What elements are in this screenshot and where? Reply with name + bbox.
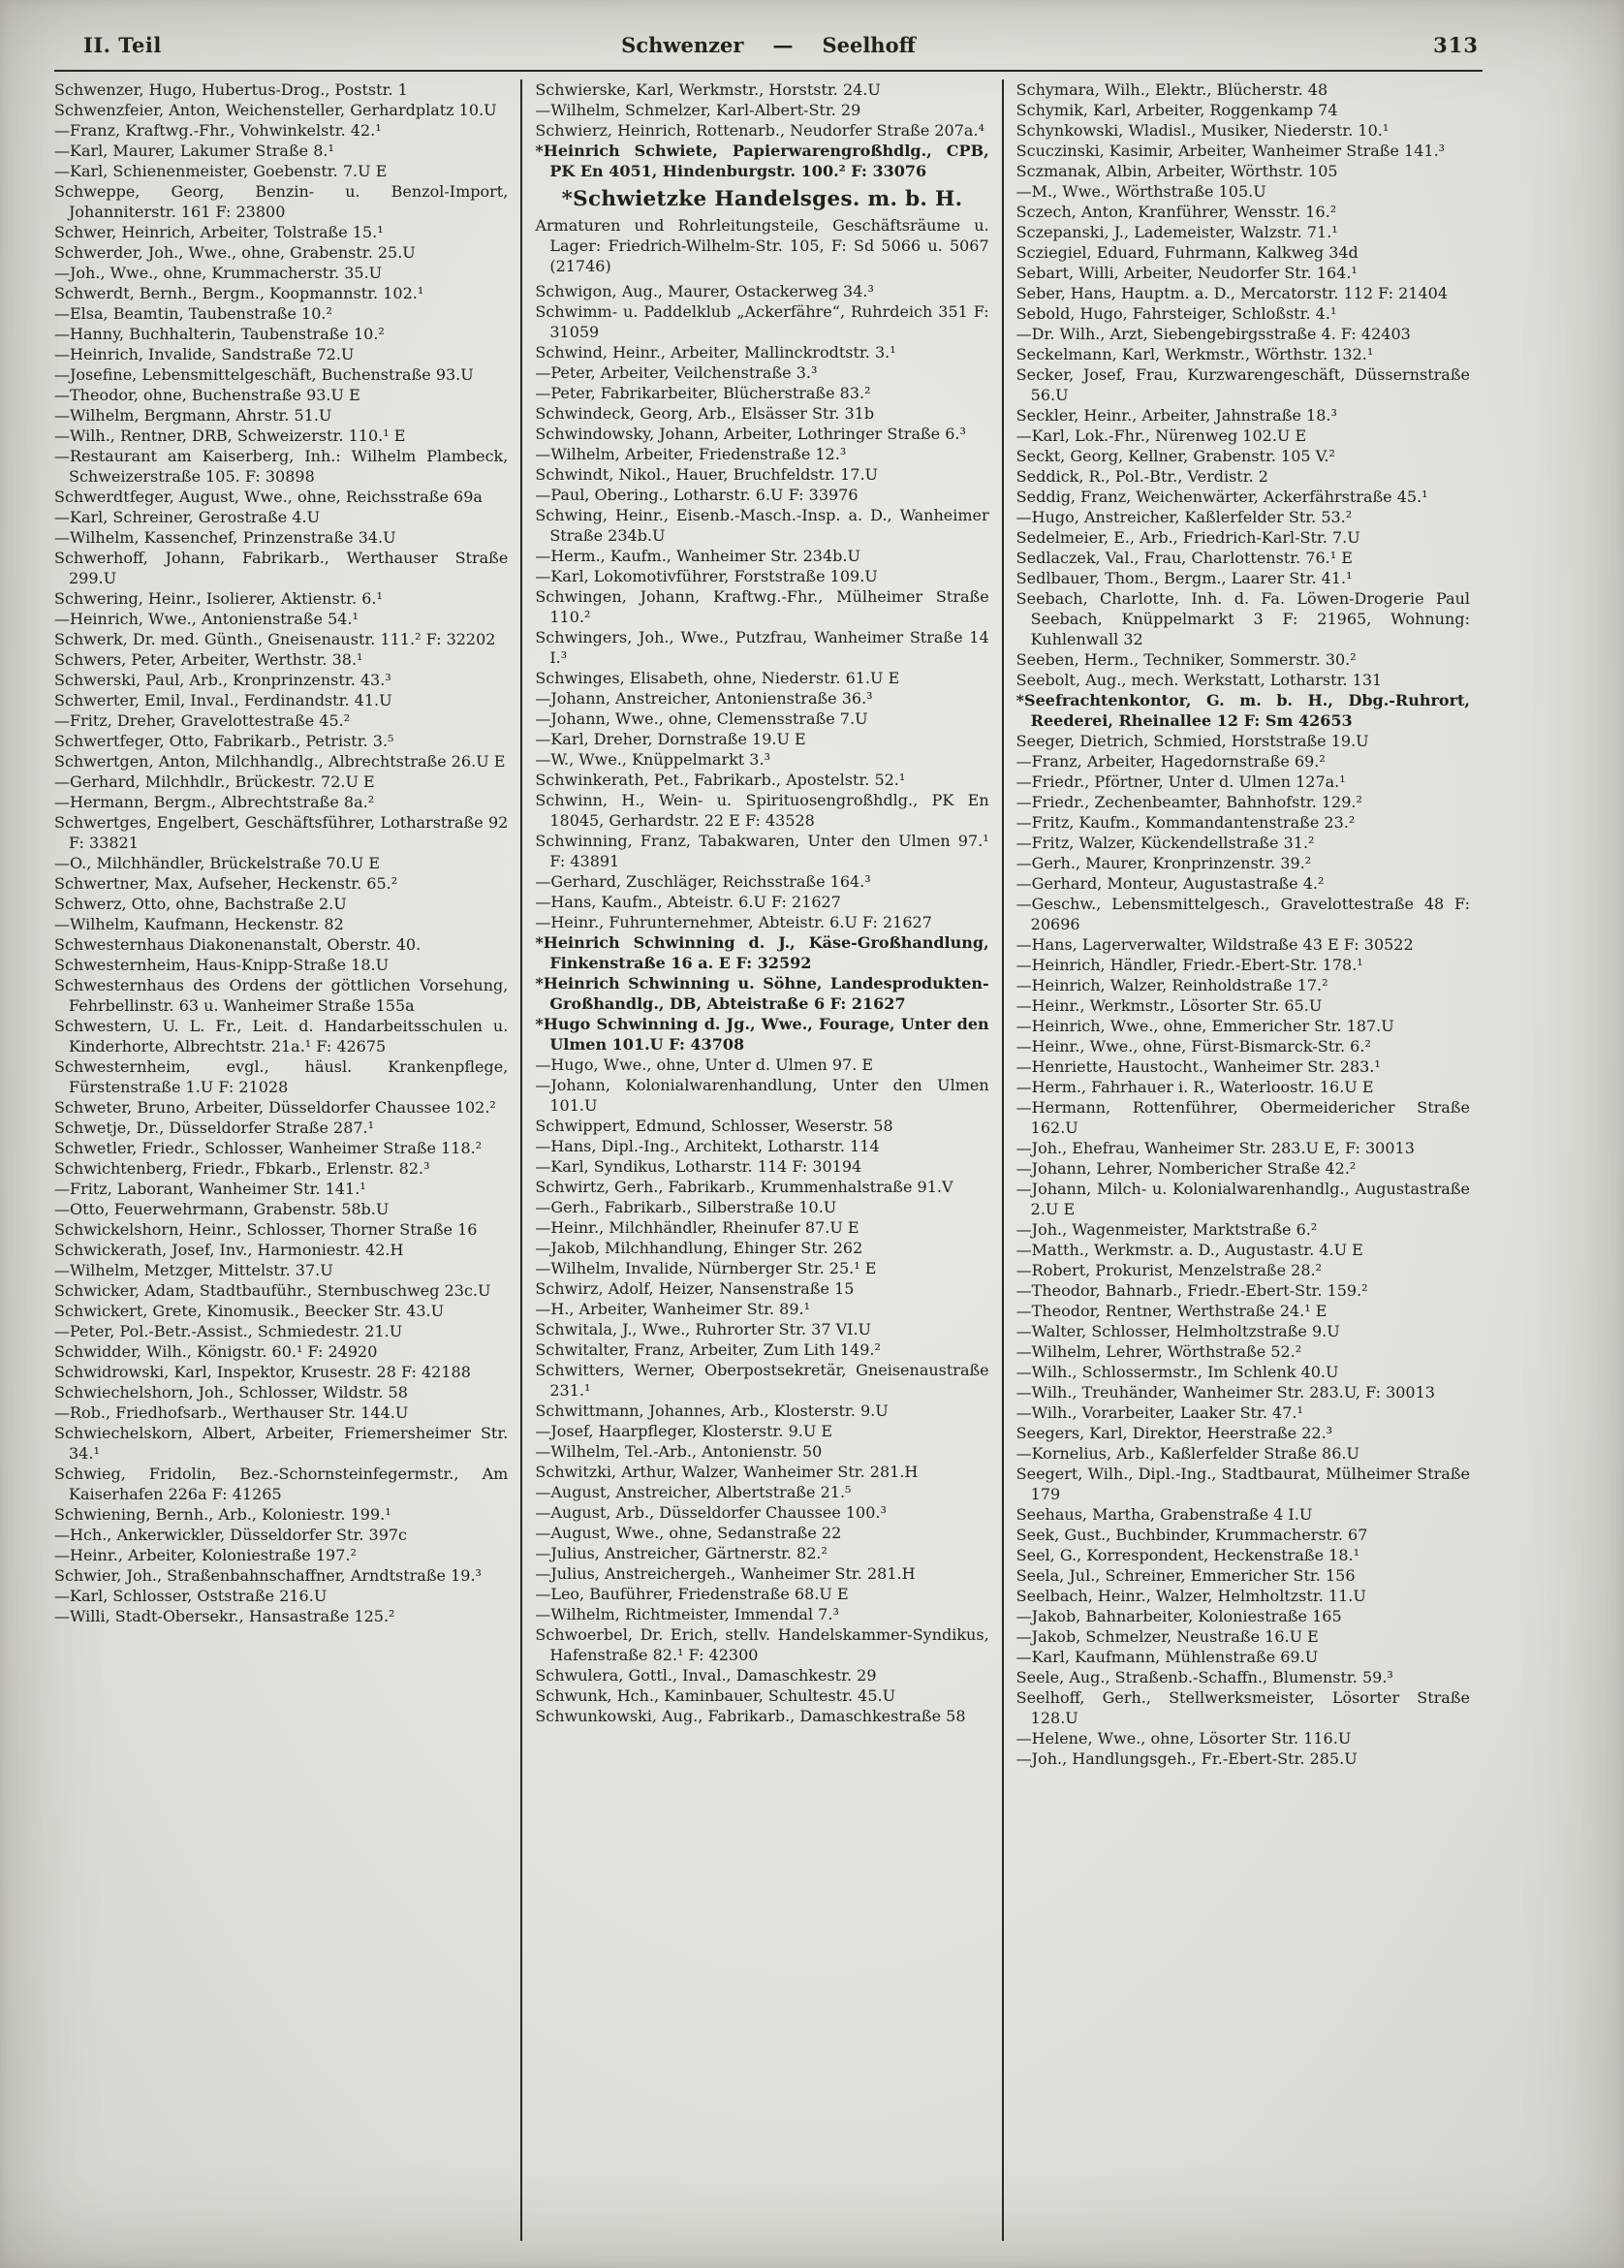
directory-entry: —Heinrich, Wwe., ohne, Emmericher Str. 187.U <box>1015 1017 1394 1035</box>
directory-entry: —Fritz, Laborant, Wanheimer Str. 141.¹ <box>54 1180 366 1198</box>
directory-entry: Schymik, Karl, Arbeiter, Roggenkamp 74 <box>1015 101 1338 119</box>
directory-entry: —Wilhelm, Lehrer, Wörthstraße 52.² <box>1015 1342 1302 1361</box>
directory-entry: —Wilhelm, Schmelzer, Karl-Albert-Str. 29 <box>535 101 861 119</box>
directory-entry: Sedlbauer, Thom., Bergm., Laarer Str. 41.¹ <box>1015 569 1353 587</box>
directory-entry: —Hugo, Wwe., ohne, Unter d. Ulmen 97. E <box>535 1055 874 1074</box>
directory-entry: Seddig, Franz, Weichenwärter, Ackerfährstraße 45.¹ <box>1015 488 1428 506</box>
directory-entry: Sedlaczek, Val., Frau, Charlottenstr. 76.¹ E <box>1015 549 1353 567</box>
directory-entry: —Leo, Bauführer, Friedenstraße 68.U E <box>535 1585 849 1603</box>
directory-entry: —Wilhelm, Tel.-Arb., Antonienstr. 50 <box>535 1442 823 1461</box>
directory-entry: Seelhoff, Gerh., Stellwerksmeister, Lösorter Straße 128.U <box>1015 1688 1470 1727</box>
directory-entry: Schwiechelshorn, Joh., Schlosser, Wildstr. 58 <box>54 1383 408 1402</box>
directory-entry: —Wilhelm, Kaufmann, Heckenstr. 82 <box>54 915 344 933</box>
directory-entry: Sczmanak, Albin, Arbeiter, Wörthstr. 105 <box>1015 162 1338 180</box>
directory-entry: Schwulera, Gottl., Inval., Damaschkestr. 29 <box>535 1666 877 1685</box>
directory-entry: —Heinr., Milchhändler, Rheinufer 87.U E <box>535 1218 859 1237</box>
directory-entry: —Johann, Anstreicher, Antonienstraße 36.³ <box>535 689 873 708</box>
directory-entry: —Herm., Kaufm., Wanheimer Str. 234b.U <box>535 547 860 565</box>
directory-entry: —Hch., Ankerwickler, Düsseldorfer Str. 397c <box>54 1526 408 1544</box>
directory-entry: Schwinn, H., Wein- u. Spirituosengroßhdlg., PK En 18045, Gerhardstr. 22 E F: 43528 <box>535 791 989 830</box>
directory-entry: —Theodor, Bahnarb., Friedr.-Ebert-Str. 159.² <box>1015 1281 1368 1300</box>
directory-entry: —Karl, Lokomotivführer, Forststraße 109.U <box>535 567 878 585</box>
directory-entry: —Hanny, Buchhalterin, Taubenstraße 10.² <box>54 325 385 343</box>
directory-entry: Schwesternhaus des Ordens der göttlichen Vorsehung, Fehrbellinstr. 63 u. Wanheimer Straße 155a <box>54 976 509 1015</box>
range-end: Seelhoff <box>822 33 916 57</box>
directory-entry: —Heinr., Fuhrunternehmer, Abteistr. 6.U F: 21627 <box>535 913 932 931</box>
directory-entry: Seebach, Charlotte, Inh. d. Fa. Löwen-Drogerie Paul Seebach, Knüppelmarkt 3 F: 21965, Wohnung: Kuhlenwall 32 <box>1015 589 1470 648</box>
directory-entry: Schwickelshorn, Heinr., Schlosser, Thorner Straße 16 <box>54 1220 478 1239</box>
directory-entry: Schwindowsky, Johann, Arbeiter, Lothringer Straße 6.³ <box>535 425 966 443</box>
directory-entry: —Wilhelm, Kassenchef, Prinzenstraße 34.U <box>54 528 396 547</box>
directory-entry: —Karl, Lok.-Fhr., Nürenweg 102.U E <box>1015 426 1307 445</box>
directory-entry: Schwindt, Nikol., Hauer, Bruchfeldstr. 17.U <box>535 465 879 484</box>
directory-entry: Seele, Aug., Straßenb.-Schaffn., Blumenstr. 59.³ <box>1015 1668 1393 1686</box>
directory-column-2 <box>520 79 1001 2241</box>
directory-entry: Scziegiel, Eduard, Fuhrmann, Kalkweg 34d <box>1015 243 1359 262</box>
directory-entry: —Paul, Obering., Lotharstr. 6.U F: 33976 <box>535 486 859 504</box>
directory-entry: *Heinrich Schwinning d. J., Käse-Großhandlung, Finkenstraße 16 a. E F: 32592 <box>535 933 989 972</box>
directory-entry: Schwenzfeier, Anton, Weichensteller, Gerhardplatz 10.U <box>54 101 497 119</box>
directory-entry: Seeben, Herm., Techniker, Sommerstr. 30.² <box>1015 650 1357 669</box>
directory-entry: Schwitzki, Arthur, Walzer, Wanheimer Str. 281.H <box>535 1463 919 1481</box>
directory-entry: Schwier, Joh., Straßenbahnschaffner, Arndtstraße 19.³ <box>54 1566 482 1585</box>
directory-entry: —Gerh., Maurer, Kronprinzenstr. 39.² <box>1015 854 1312 872</box>
directory-entry: —Hans, Dipl.-Ing., Architekt, Lotharstr. 114 <box>535 1137 880 1155</box>
directory-entry: Schwittmann, Johannes, Arb., Klosterstr. 9.U <box>535 1402 889 1420</box>
section-label: II. Teil <box>83 33 162 57</box>
directory-entry: —Hermann, Rottenführer, Obermeidericher Straße 162.U <box>1015 1098 1470 1137</box>
directory-entry: —Josef, Haarpfleger, Klosterstr. 9.U E <box>535 1422 833 1440</box>
directory-entry: Sedelmeier, E., Arb., Friedrich-Karl-Str. 7.U <box>1015 528 1360 547</box>
directory-entry: Schwestern, U. L. Fr., Leit. d. Handarbeitsschulen u. Kinderhorte, Albrechtstr. 21a.¹ F: 42675 <box>54 1017 509 1055</box>
directory-entry: —Franz, Kraftwg.-Fhr., Vohwinkelstr. 42.¹ <box>54 121 382 140</box>
directory-entry: Schwindeck, Georg, Arb., Elsässer Str. 31b <box>535 404 875 423</box>
directory-entry: —Rob., Friedhofsarb., Werthauser Str. 144.U <box>54 1403 409 1422</box>
directory-entry: —August, Arb., Düsseldorfer Chaussee 100.³ <box>535 1503 887 1522</box>
directory-entry: —Heinrich, Walzer, Reinholdstraße 17.² <box>1015 976 1328 994</box>
directory-entry: Schwinges, Elisabeth, ohne, Niederstr. 61.U E <box>535 669 900 687</box>
directory-entry: —Karl, Syndikus, Lotharstr. 114 F: 30194 <box>535 1157 862 1176</box>
directory-entry: —Theodor, Rentner, Werthstraße 24.¹ E <box>1015 1302 1327 1320</box>
directory-entry: Schwieg, Fridolin, Bez.-Schornsteinfegermstr., Am Kaiserhafen 226a F: 41265 <box>54 1465 509 1503</box>
directory-entry: Schwiechelskorn, Albert, Arbeiter, Friemersheimer Str. 34.¹ <box>54 1424 509 1463</box>
directory-entry: —Wilh., Vorarbeiter, Laaker Str. 47.¹ <box>1015 1403 1303 1422</box>
directory-entry: Seddick, R., Pol.-Btr., Verdistr. 2 <box>1015 467 1268 486</box>
directory-entry: Schwers, Peter, Arbeiter, Werthstr. 38.¹ <box>54 650 363 669</box>
directory-entry: —Karl, Schreiner, Gerostraße 4.U <box>54 508 321 526</box>
directory-entry: —Joh., Wagenmeister, Marktstraße 6.² <box>1015 1220 1318 1239</box>
directory-entry: —Henriette, Haustocht., Wanheimer Str. 283.¹ <box>1015 1057 1381 1076</box>
directory-entry: Schwoerbel, Dr. Erich, stellv. Handelskammer-Syndikus, Hafenstraße 82.¹ F: 42300 <box>535 1625 989 1664</box>
directory-entry: Schwinning, Franz, Tabakwaren, Unter den Ulmen 97.¹ F: 43891 <box>535 832 989 870</box>
directory-entry: Schwitala, J., Wwe., Ruhrorter Str. 37 VI.U <box>535 1320 872 1339</box>
directory-entry: Schwunkowski, Aug., Fabrikarb., Damaschkestraße 58 <box>535 1707 966 1725</box>
directory-entry: —Willi, Stadt-Obersekr., Hansastraße 125.² <box>54 1607 395 1625</box>
directory-entry: —Heinr., Werkmstr., Lösorter Str. 65.U <box>1015 996 1323 1015</box>
directory-entry: Seelbach, Heinr., Walzer, Helmholtzstr. 11.U <box>1015 1587 1366 1605</box>
directory-entry: —Karl, Kaufmann, Mühlenstraße 69.U <box>1015 1648 1319 1666</box>
directory-entry: Seegert, Wilh., Dipl.-Ing., Stadtbaurat, Mülheimer Straße 179 <box>1015 1465 1470 1503</box>
directory-entry: —Karl, Maurer, Lakumer Straße 8.¹ <box>54 142 334 160</box>
directory-entry: —Dr. Wilh., Arzt, Siebengebirgsstraße 4. F: 42403 <box>1015 325 1411 343</box>
directory-entry: Schwierske, Karl, Werkmstr., Horststr. 24.U <box>535 80 881 99</box>
directory-entry: Schwer, Heinrich, Arbeiter, Tolstraße 15.¹ <box>54 223 384 241</box>
directory-entry: Schwinkerath, Pet., Fabrikarb., Apostelstr. 52.¹ <box>535 771 906 789</box>
directory-entry: Schwerski, Paul, Arb., Kronprinzenstr. 43.³ <box>54 671 391 689</box>
directory-entry: —Helene, Wwe., ohne, Lösorter Str. 116.U <box>1015 1729 1352 1748</box>
directory-entry: —Restaurant am Kaiserberg, Inh.: Wilhelm Plambeck, Schweizerstraße 105. F: 30898 <box>54 447 509 486</box>
directory-entry: —Geschw., Lebensmittelgesch., Gravelottestraße 48 F: 20696 <box>1015 895 1470 933</box>
directory-entry: Schwingen, Johann, Kraftwg.-Fhr., Mülheimer Straße 110.² <box>535 587 989 626</box>
directory-entry: *Seefrachtenkontor, G. m. b. H., Dbg.-Ruhrort, Reederei, Rheinallee 12 F: Sm 42653 <box>1015 691 1470 730</box>
directory-entry: Schwertges, Engelbert, Geschäftsführer, Lotharstraße 92 F: 33821 <box>54 813 509 852</box>
company-ad-title: *Schwietzke Handelsges. m. b. H. <box>561 187 963 211</box>
directory-entry: —Johann, Lehrer, Nombericher Straße 42.² <box>1015 1159 1357 1178</box>
company-ad-body: Armaturen und Rohrleitungsteile, Geschäftsräume u. Lager: Friedrich-Wilhelm-Str. 105, F: Sd 5066 u. 5067 (21746) <box>535 216 989 275</box>
directory-entry: Sebold, Hugo, Fahrsteiger, Schloßstr. 4.¹ <box>1015 304 1337 323</box>
directory-entry: Schwerhoff, Johann, Fabrikarb., Werthauser Straße 299.U <box>54 549 509 587</box>
range-dash: — <box>772 33 794 57</box>
directory-entry: —Peter, Arbeiter, Veilchenstraße 3.³ <box>535 363 818 382</box>
directory-entry: Seckelmann, Karl, Werkmstr., Wörthstr. 132.¹ <box>1015 345 1374 363</box>
directory-entry: Seek, Gust., Buchbinder, Krummacherstr. 67 <box>1015 1526 1368 1544</box>
directory-entry: —Jakob, Bahnarbeiter, Koloniestraße 165 <box>1015 1607 1342 1625</box>
directory-entry: —Fritz, Kaufm., Kommandantenstraße 23.² <box>1015 813 1356 832</box>
directory-entry: —Gerh., Fabrikarb., Silberstraße 10.U <box>535 1198 837 1216</box>
directory-entry: —Julius, Anstreicher, Gärtnerstr. 82.² <box>535 1544 828 1562</box>
directory-entry: —Wilhelm, Invalide, Nürnberger Str. 25.¹ E <box>535 1259 877 1277</box>
directory-entry: Seckt, Georg, Kellner, Grabenstr. 105 V.² <box>1015 447 1335 465</box>
directory-entry: Schweppe, Georg, Benzin- u. Benzol-Import, Johanniterstr. 161 F: 23800 <box>54 182 509 221</box>
directory-entry: —Gerhard, Zuschläger, Reichsstraße 164.³ <box>535 872 871 891</box>
directory-entry: Seebolt, Aug., mech. Werkstatt, Lotharstr. 131 <box>1015 671 1383 689</box>
directory-entry: Schwirtz, Gerh., Fabrikarb., Krummenhalstraße 91.V <box>535 1178 953 1196</box>
directory-entry: —Wilh., Rentner, DRB, Schweizerstr. 110.¹ E <box>54 426 406 445</box>
directory-entry: —Johann, Milch- u. Kolonialwarenhandlg., Augustastraße 2.U E <box>1015 1180 1470 1218</box>
directory-entry: —Karl, Schienenmeister, Goebenstr. 7.U E <box>54 162 388 180</box>
directory-entry: —Wilh., Schlossermstr., Im Schlenk 40.U <box>1015 1363 1339 1381</box>
directory-entry: —Friedr., Zechenbeamter, Bahnhofstr. 129.² <box>1015 793 1362 811</box>
directory-entry: Schwitters, Werner, Oberpostsekretär, Gneisenaustraße 231.¹ <box>535 1361 989 1400</box>
directory-entry: Sczepanski, J., Lademeister, Walzstr. 71.¹ <box>1015 223 1338 241</box>
directory-column-3 <box>1002 79 1483 2241</box>
directory-entry: Seeger, Dietrich, Schmied, Horststraße 19.U <box>1015 732 1369 750</box>
directory-entry: —Walter, Schlosser, Helmholtzstraße 9.U <box>1015 1322 1340 1340</box>
directory-entry: Schwigon, Aug., Maurer, Ostackerweg 34.³ <box>535 282 874 300</box>
directory-entry: —Karl, Schlosser, Oststraße 216.U <box>54 1587 328 1605</box>
directory-entry: Seehaus, Martha, Grabenstraße 4 I.U <box>1015 1505 1313 1524</box>
directory-entry: —Gerhard, Monteur, Augustastraße 4.² <box>1015 874 1325 893</box>
directory-entry: Schwichtenberg, Friedr., Fbkarb., Erlenstr. 82.³ <box>54 1159 430 1178</box>
directory-entry: Schwickert, Grete, Kinomusik., Beecker Str. 43.U <box>54 1302 445 1320</box>
directory-entry: Schwirz, Adolf, Heizer, Nansenstraße 15 <box>535 1279 855 1298</box>
directory-entry: Secker, Josef, Frau, Kurzwarengeschäft, Düssernstraße 56.U <box>1015 365 1470 404</box>
directory-entry: Schwerz, Otto, ohne, Bachstraße 2.U <box>54 895 347 913</box>
directory-entry: —Karl, Dreher, Dornstraße 19.U E <box>535 730 806 748</box>
directory-entry: Schwertner, Max, Aufseher, Heckenstr. 65.² <box>54 874 398 893</box>
company-ad-block <box>535 186 988 276</box>
directory-entry: —Otto, Feuerwehrmann, Grabenstr. 58b.U <box>54 1200 390 1218</box>
directory-entry: Schwind, Heinr., Arbeiter, Mallinckrodtstr. 3.¹ <box>535 343 896 362</box>
directory-entry: —Joh., Handlungsgeh., Fr.-Ebert-Str. 285.U <box>1015 1749 1358 1768</box>
directory-entry: —Johann, Kolonialwarenhandlung, Unter den Ulmen 101.U <box>535 1076 989 1115</box>
directory-entry: Schwidder, Wilh., Königstr. 60.¹ F: 24920 <box>54 1342 378 1361</box>
directory-entry: Schwunk, Hch., Kaminbauer, Schultestr. 45.U <box>535 1686 896 1705</box>
directory-entry: —W., Wwe., Knüppelmarkt 3.³ <box>535 750 770 769</box>
directory-entry: Schwerder, Joh., Wwe., ohne, Grabenstr. 25.U <box>54 243 416 262</box>
directory-entry: —Wilhelm, Bergmann, Ahrstr. 51.U <box>54 406 332 425</box>
page-number: 313 <box>1433 33 1479 57</box>
directory-entry: Schwenzer, Hugo, Hubertus-Drog., Poststr. 1 <box>54 80 408 99</box>
directory-entry: —Theodor, ohne, Buchenstraße 93.U E <box>54 386 360 404</box>
directory-entry: —Friedr., Pförtner, Unter d. Ulmen 127a.¹ <box>1015 772 1346 791</box>
directory-entry: Schwimm- u. Paddelklub „Ackerfähre“, Ruhrdeich 351 F: 31059 <box>535 302 989 341</box>
directory-entry: Schwiening, Bernh., Arb., Koloniestr. 199.¹ <box>54 1505 391 1524</box>
directory-entry: —H., Arbeiter, Wanheimer Str. 89.¹ <box>535 1300 811 1318</box>
directory-entry: —August, Wwe., ohne, Sedanstraße 22 <box>535 1524 842 1542</box>
directory-entry: Schwicker, Adam, Stadtbauführ., Sternbuschweg 23c.U <box>54 1281 491 1300</box>
directory-entry: Schwerdt, Bernh., Bergm., Koopmannstr. 102.¹ <box>54 284 424 302</box>
range-start: Schwenzer <box>621 33 744 57</box>
directory-entry: Schwering, Heinr., Isolierer, Aktienstr. 6.¹ <box>54 589 383 608</box>
directory-entry: Schwickerath, Josef, Inv., Harmoniestr. 42.H <box>54 1241 404 1259</box>
directory-entry: Schwertfeger, Otto, Fabrikarb., Petristr. 3.⁵ <box>54 732 394 750</box>
directory-entry: Schwing, Heinr., Eisenb.-Masch.-Insp. a. D., Wanheimer Straße 234b.U <box>535 506 989 545</box>
directory-entry: —Wilhelm, Richtmeister, Immendal 7.³ <box>535 1605 839 1623</box>
directory-entry: —Kornelius, Arb., Kaßlerfelder Straße 86.U <box>1015 1444 1359 1463</box>
directory-entry: —Josefine, Lebensmittelgeschäft, Buchenstraße 93.U <box>54 365 474 384</box>
directory-entry: —Johann, Wwe., ohne, Clemensstraße 7.U <box>535 709 868 728</box>
header-rule <box>54 70 1483 72</box>
directory-entry: —O., Milchhändler, Brückelstraße 70.U E <box>54 854 381 872</box>
directory-columns <box>54 79 1483 2241</box>
directory-entry: —Hans, Lagerverwalter, Wildstraße 43 E F: 30522 <box>1015 935 1414 954</box>
directory-entry: —Herm., Fahrhauer i. R., Waterloostr. 16.U E <box>1015 1078 1374 1096</box>
directory-entry: —Joh., Ehefrau, Wanheimer Str. 283.U E, F: 30013 <box>1015 1139 1415 1157</box>
page-header <box>54 25 1483 68</box>
directory-entry: Schwesternheim, evgl., häusl. Krankenpflege, Fürstenstraße 1.U F: 21028 <box>54 1057 509 1096</box>
directory-entry: Sczech, Anton, Kranführer, Wensstr. 16.² <box>1015 203 1337 221</box>
directory-entry: Schwerk, Dr. med. Günth., Gneisenaustr. 111.² F: 32202 <box>54 630 496 648</box>
directory-entry: —Heinrich, Wwe., Antonienstraße 54.¹ <box>54 610 359 628</box>
directory-entry: Schwetler, Friedr., Schlosser, Wanheimer Straße 118.² <box>54 1139 483 1157</box>
directory-entry: —Fritz, Dreher, Gravelottestraße 45.² <box>54 711 351 730</box>
directory-entry: —Hans, Kaufm., Abteistr. 6.U F: 21627 <box>535 893 841 911</box>
directory-entry: —Elsa, Beamtin, Taubenstraße 10.² <box>54 304 332 323</box>
directory-entry: Schwerdtfeger, August, Wwe., ohne, Reichsstraße 69a <box>54 488 483 506</box>
directory-entry: Seegers, Karl, Direktor, Heerstraße 22.³ <box>1015 1424 1333 1442</box>
directory-entry: *Heinrich Schwinning u. Söhne, Landesprodukten-Großhandlg., DB, Abteistraße 6 F: 21627 <box>535 974 989 1013</box>
directory-entry: Seckler, Heinr., Arbeiter, Jahnstraße 18.³ <box>1015 406 1337 425</box>
directory-entry: —Heinrich, Händler, Friedr.-Ebert-Str. 178.¹ <box>1015 956 1363 974</box>
directory-entry: —Hugo, Anstreicher, Kaßlerfelder Str. 53.² <box>1015 508 1353 526</box>
name-range <box>54 33 1483 57</box>
directory-entry: —Julius, Anstreichergeh., Wanheimer Str. 281.H <box>535 1564 916 1583</box>
directory-entry: Schwesternhaus Diakonenanstalt, Oberstr. 40. <box>54 935 422 954</box>
directory-entry: —Peter, Pol.-Betr.-Assist., Schmiedestr. 21.U <box>54 1322 403 1340</box>
directory-entry: Seber, Hans, Hauptm. a. D., Mercatorstr. 112 F: 21404 <box>1015 284 1449 302</box>
directory-entry: Schwerter, Emil, Inval., Ferdinandstr. 41.U <box>54 691 392 709</box>
directory-entry: —Jakob, Milchhandlung, Ehinger Str. 262 <box>535 1239 863 1257</box>
directory-entry: —Wilhelm, Metzger, Mittelstr. 37.U <box>54 1261 333 1279</box>
directory-entry: Schwesternheim, Haus-Knipp-Straße 18.U <box>54 956 390 974</box>
directory-entry: Schwidrowski, Karl, Inspektor, Krusestr. 28 F: 42188 <box>54 1363 471 1381</box>
directory-column-1 <box>54 79 520 2241</box>
directory-entry: Schymara, Wilh., Elektr., Blücherstr. 48 <box>1015 80 1328 99</box>
directory-entry: Sebart, Willi, Arbeiter, Neudorfer Str. 164.¹ <box>1015 264 1358 282</box>
directory-entry: Scuczinski, Kasimir, Arbeiter, Wanheimer Straße 141.³ <box>1015 142 1446 160</box>
directory-entry: Schwitalter, Franz, Arbeiter, Zum Lith 149.² <box>535 1340 881 1359</box>
directory-entry: —Heinr., Arbeiter, Koloniestraße 197.² <box>54 1546 357 1564</box>
directory-entry: *Hugo Schwinning d. Jg., Wwe., Fourage, Unter den Ulmen 101.U F: 43708 <box>535 1015 989 1054</box>
directory-entry: —Robert, Prokurist, Menzelstraße 28.² <box>1015 1261 1323 1279</box>
directory-entry: —M., Wwe., Wörthstraße 105.U <box>1015 182 1266 201</box>
directory-entry: —Jakob, Schmelzer, Neustraße 16.U E <box>1015 1627 1319 1646</box>
directory-entry: Schwippert, Edmund, Schlosser, Weserstr. 58 <box>535 1117 893 1135</box>
directory-entry: —Wilhelm, Arbeiter, Friedenstraße 12.³ <box>535 445 847 463</box>
directory-entry: Seel, G., Korrespondent, Heckenstraße 18.¹ <box>1015 1546 1360 1564</box>
directory-entry: —Heinr., Wwe., ohne, Fürst-Bismarck-Str. 6.² <box>1015 1037 1371 1055</box>
directory-entry: Schweter, Bruno, Arbeiter, Düsseldorfer Chaussee 102.² <box>54 1098 496 1117</box>
directory-entry: —Gerhard, Milchhdlr., Brückestr. 72.U E <box>54 772 375 791</box>
directory-entry: —Wilh., Treuhänder, Wanheimer Str. 283.U, F: 30013 <box>1015 1383 1435 1402</box>
directory-entry: —August, Anstreicher, Albertstraße 21.⁵ <box>535 1483 852 1501</box>
directory-entry: Schwierz, Heinrich, Rottenarb., Neudorfer Straße 207a.⁴ <box>535 121 984 140</box>
directory-entry: Schwetje, Dr., Düsseldorfer Straße 287.¹ <box>54 1118 375 1137</box>
directory-entry: —Franz, Arbeiter, Hagedornstraße 69.² <box>1015 752 1326 771</box>
directory-entry: —Hermann, Bergm., Albrechtstraße 8a.² <box>54 793 375 811</box>
directory-entry: *Heinrich Schwiete, Papierwarengroßhdlg., CPB, PK En 4051, Hindenburgstr. 100.² F: 33076 <box>535 142 989 180</box>
directory-entry: Schwertgen, Anton, Milchhandlg., Albrechtstraße 26.U E <box>54 752 506 771</box>
directory-entry: Schynkowski, Wladisl., Musiker, Niederstr. 10.¹ <box>1015 121 1390 140</box>
directory-entry: —Matth., Werkmstr. a. D., Augustastr. 4.U E <box>1015 1241 1363 1259</box>
directory-entry: —Heinrich, Invalide, Sandstraße 72.U <box>54 345 355 363</box>
directory-entry: —Peter, Fabrikarbeiter, Blücherstraße 83.² <box>535 384 871 402</box>
directory-entry: —Fritz, Walzer, Kückendellstraße 31.² <box>1015 834 1315 852</box>
directory-entry: Seela, Jul., Schreiner, Emmericher Str. 156 <box>1015 1566 1356 1585</box>
directory-entry: —Joh., Wwe., ohne, Krummacherstr. 35.U <box>54 264 383 282</box>
directory-entry: Schwingers, Joh., Wwe., Putzfrau, Wanheimer Straße 14 I.³ <box>535 628 989 667</box>
